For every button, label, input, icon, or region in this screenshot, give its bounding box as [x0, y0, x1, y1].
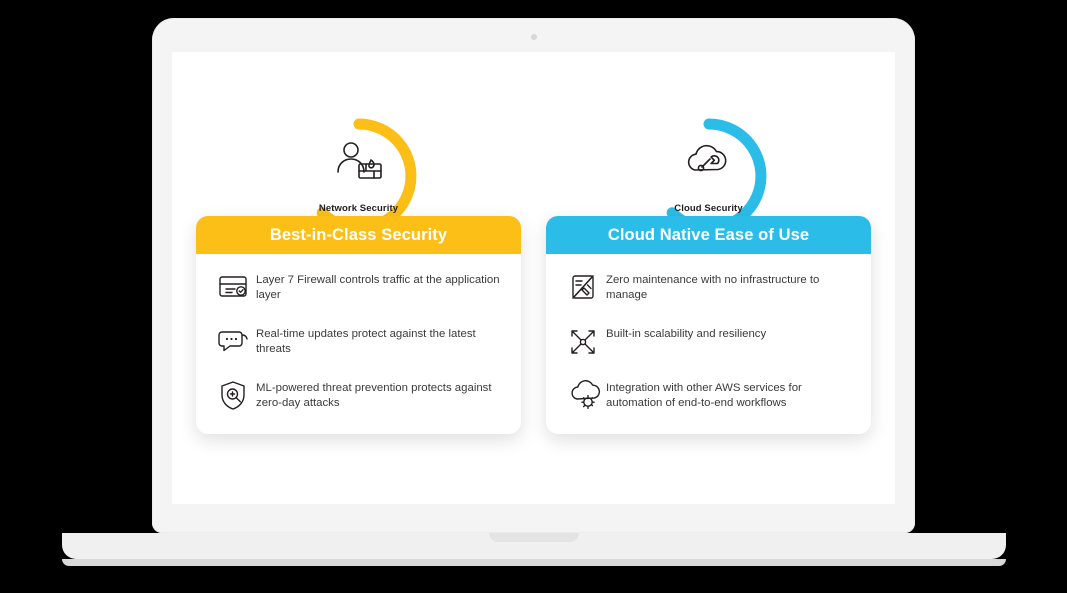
feature-text: Built-in scalability and resiliency [606, 328, 767, 340]
firewall-rules-icon [212, 268, 256, 308]
feature-text: ML-powered threat prevention protects against zero-day attacks [256, 382, 492, 410]
feature-item [562, 268, 853, 308]
column-cloud-security [546, 114, 871, 434]
card-header-security: Best-in-Class Security [196, 216, 521, 254]
card-header-cloud: Cloud Native Ease of Use [546, 216, 871, 254]
column-network-security [196, 114, 521, 434]
laptop-foot [62, 559, 1006, 566]
content-area [172, 52, 895, 504]
feature-text: Layer 7 Firewall controls traffic at the application layer [256, 274, 500, 302]
feature-text: Zero maintenance with no infrastructure to manage [606, 274, 820, 302]
laptop-base [62, 533, 1006, 559]
laptop-screen [172, 52, 895, 504]
cloud-automation-icon [562, 376, 606, 416]
feature-item [212, 322, 503, 362]
card-best-in-class-security [196, 216, 521, 434]
shield-threat-scan-icon [212, 376, 256, 416]
feature-item [212, 268, 503, 308]
network-admin-icon [331, 140, 387, 192]
laptop-trackpad-notch [489, 533, 579, 542]
card-body-security [196, 254, 521, 434]
feature-item [562, 376, 853, 416]
feature-text: Integration with other AWS services for automation of end-to-end workflows [606, 382, 802, 410]
no-maintenance-icon [562, 268, 606, 308]
feature-item [212, 376, 503, 416]
feature-text: Real-time updates protect against the latest threats [256, 328, 476, 356]
scalability-arrows-icon [562, 322, 606, 362]
badge-label-line1: Cloud Security [674, 203, 743, 215]
laptop-camera-icon [531, 34, 537, 40]
card-body-cloud [546, 254, 871, 434]
badge-label-line1: Network Security [318, 203, 399, 215]
card-cloud-native-ease-of-use [546, 216, 871, 434]
feature-item [562, 322, 853, 362]
chat-updates-icon [212, 322, 256, 362]
cloud-admin-icon [680, 140, 738, 190]
